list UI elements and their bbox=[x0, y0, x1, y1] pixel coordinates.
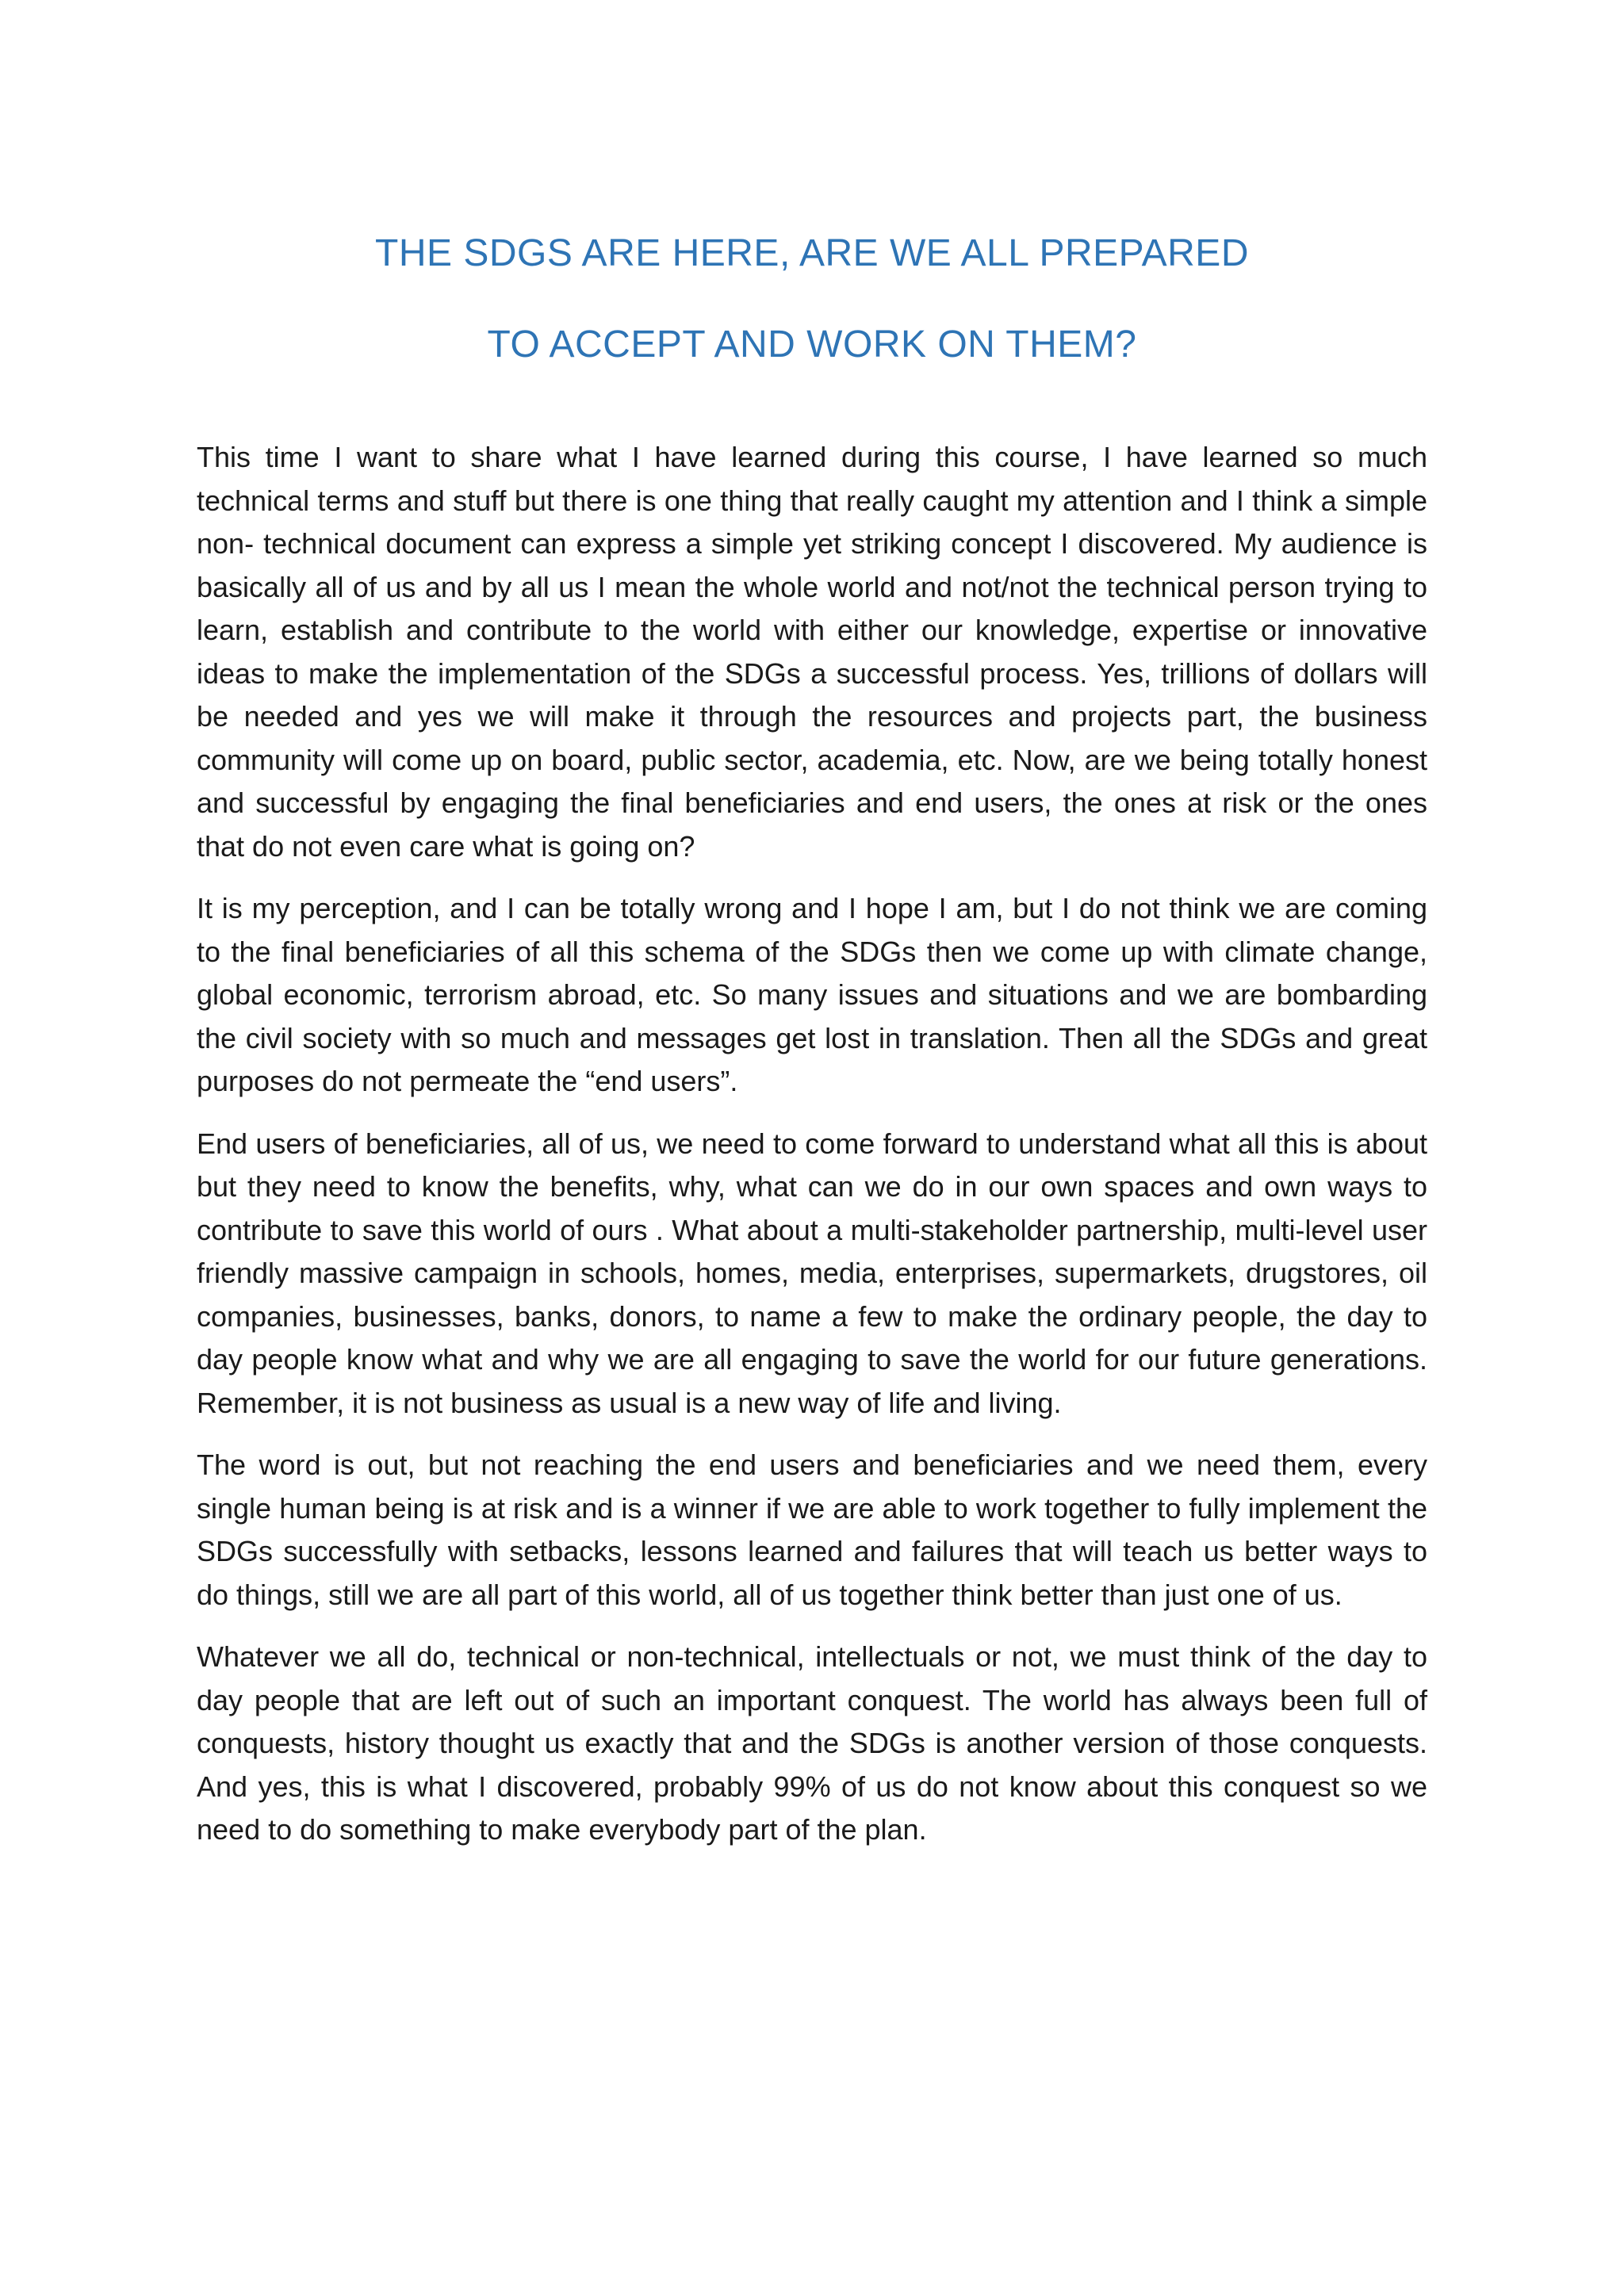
document-body bbox=[197, 436, 1427, 1871]
body-paragraph-3: End users of beneficiaries, all of us, we need to come forward to understand what all this is about but they need to know the benefits, why, what can we do in our own spaces and own ways to contribute to save this world of ours . What about a multi-stakeholder partnership, multi-level user friendly massive campaign in schools, homes, media, enterprises, supermarkets, drugstores, oil companies, businesses, banks, donors, to name a few to make the ordinary people, the day to day people know what and why we are all engaging to save the world for our future generations. Remember, it is not business as usual is a new way of life and living. bbox=[197, 1127, 1427, 1419]
document-title-line-2: TO ACCEPT AND WORK ON THEM? bbox=[487, 323, 1137, 365]
body-paragraph-1: This time I want to share what I have learned during this course, I have learned so much technical terms and stuff but there is one thing that really caught my attention and I think a simple non- technical document can express a simple yet striking concept I discovered. My audience is basically all of us and by all us I mean the whole world and not/not the technical person trying to learn, establish and contribute to the world with either our knowledge, expertise or innovative ideas to make the implementation of the SDGs a successful process. Yes, trillions of dollars will be needed and yes we will make it through the resources and projects part, the business community will come up on board, public sector, academia, etc. Now, are we being totally honest and successful by engaging the final beneficiaries and end users, the ones at risk or the ones that do not even care what is going on? bbox=[197, 441, 1427, 863]
body-paragraph-4: The word is out, but not reaching the end users and beneficiaries and we need them, every single human being is at risk and is a winner if we are able to work together to fully implement the SDGs successfully with setbacks, lessons learned and failures that will teach us better ways to do things, still we are all part of this world, all of us together think better than just one of us. bbox=[197, 1448, 1427, 1611]
body-paragraph-5: Whatever we all do, technical or non-technical, intellectuals or not, we must think of the day to day people that are left out of such an important conquest. The world has always been full of conquests, history thought us exactly that and the SDGs is another version of those conquests. And yes, this is what I discovered, probably 99% of us do not know about this conquest so we need to do something to make everybody part of the plan. bbox=[197, 1640, 1427, 1846]
body-paragraph-2: It is my perception, and I can be totally wrong and I hope I am, but I do not think we are coming to the final beneficiaries of all this schema of the SDGs then we come up with climate change, global economic, terrorism abroad, etc. So many issues and situations and we are bombarding the civil society with so much and messages get lost in translation. Then all the SDGs and great purposes do not permeate the “end users”. bbox=[197, 892, 1427, 1097]
document-title-line-1: THE SDGS ARE HERE, ARE WE ALL PREPARED bbox=[375, 232, 1249, 274]
